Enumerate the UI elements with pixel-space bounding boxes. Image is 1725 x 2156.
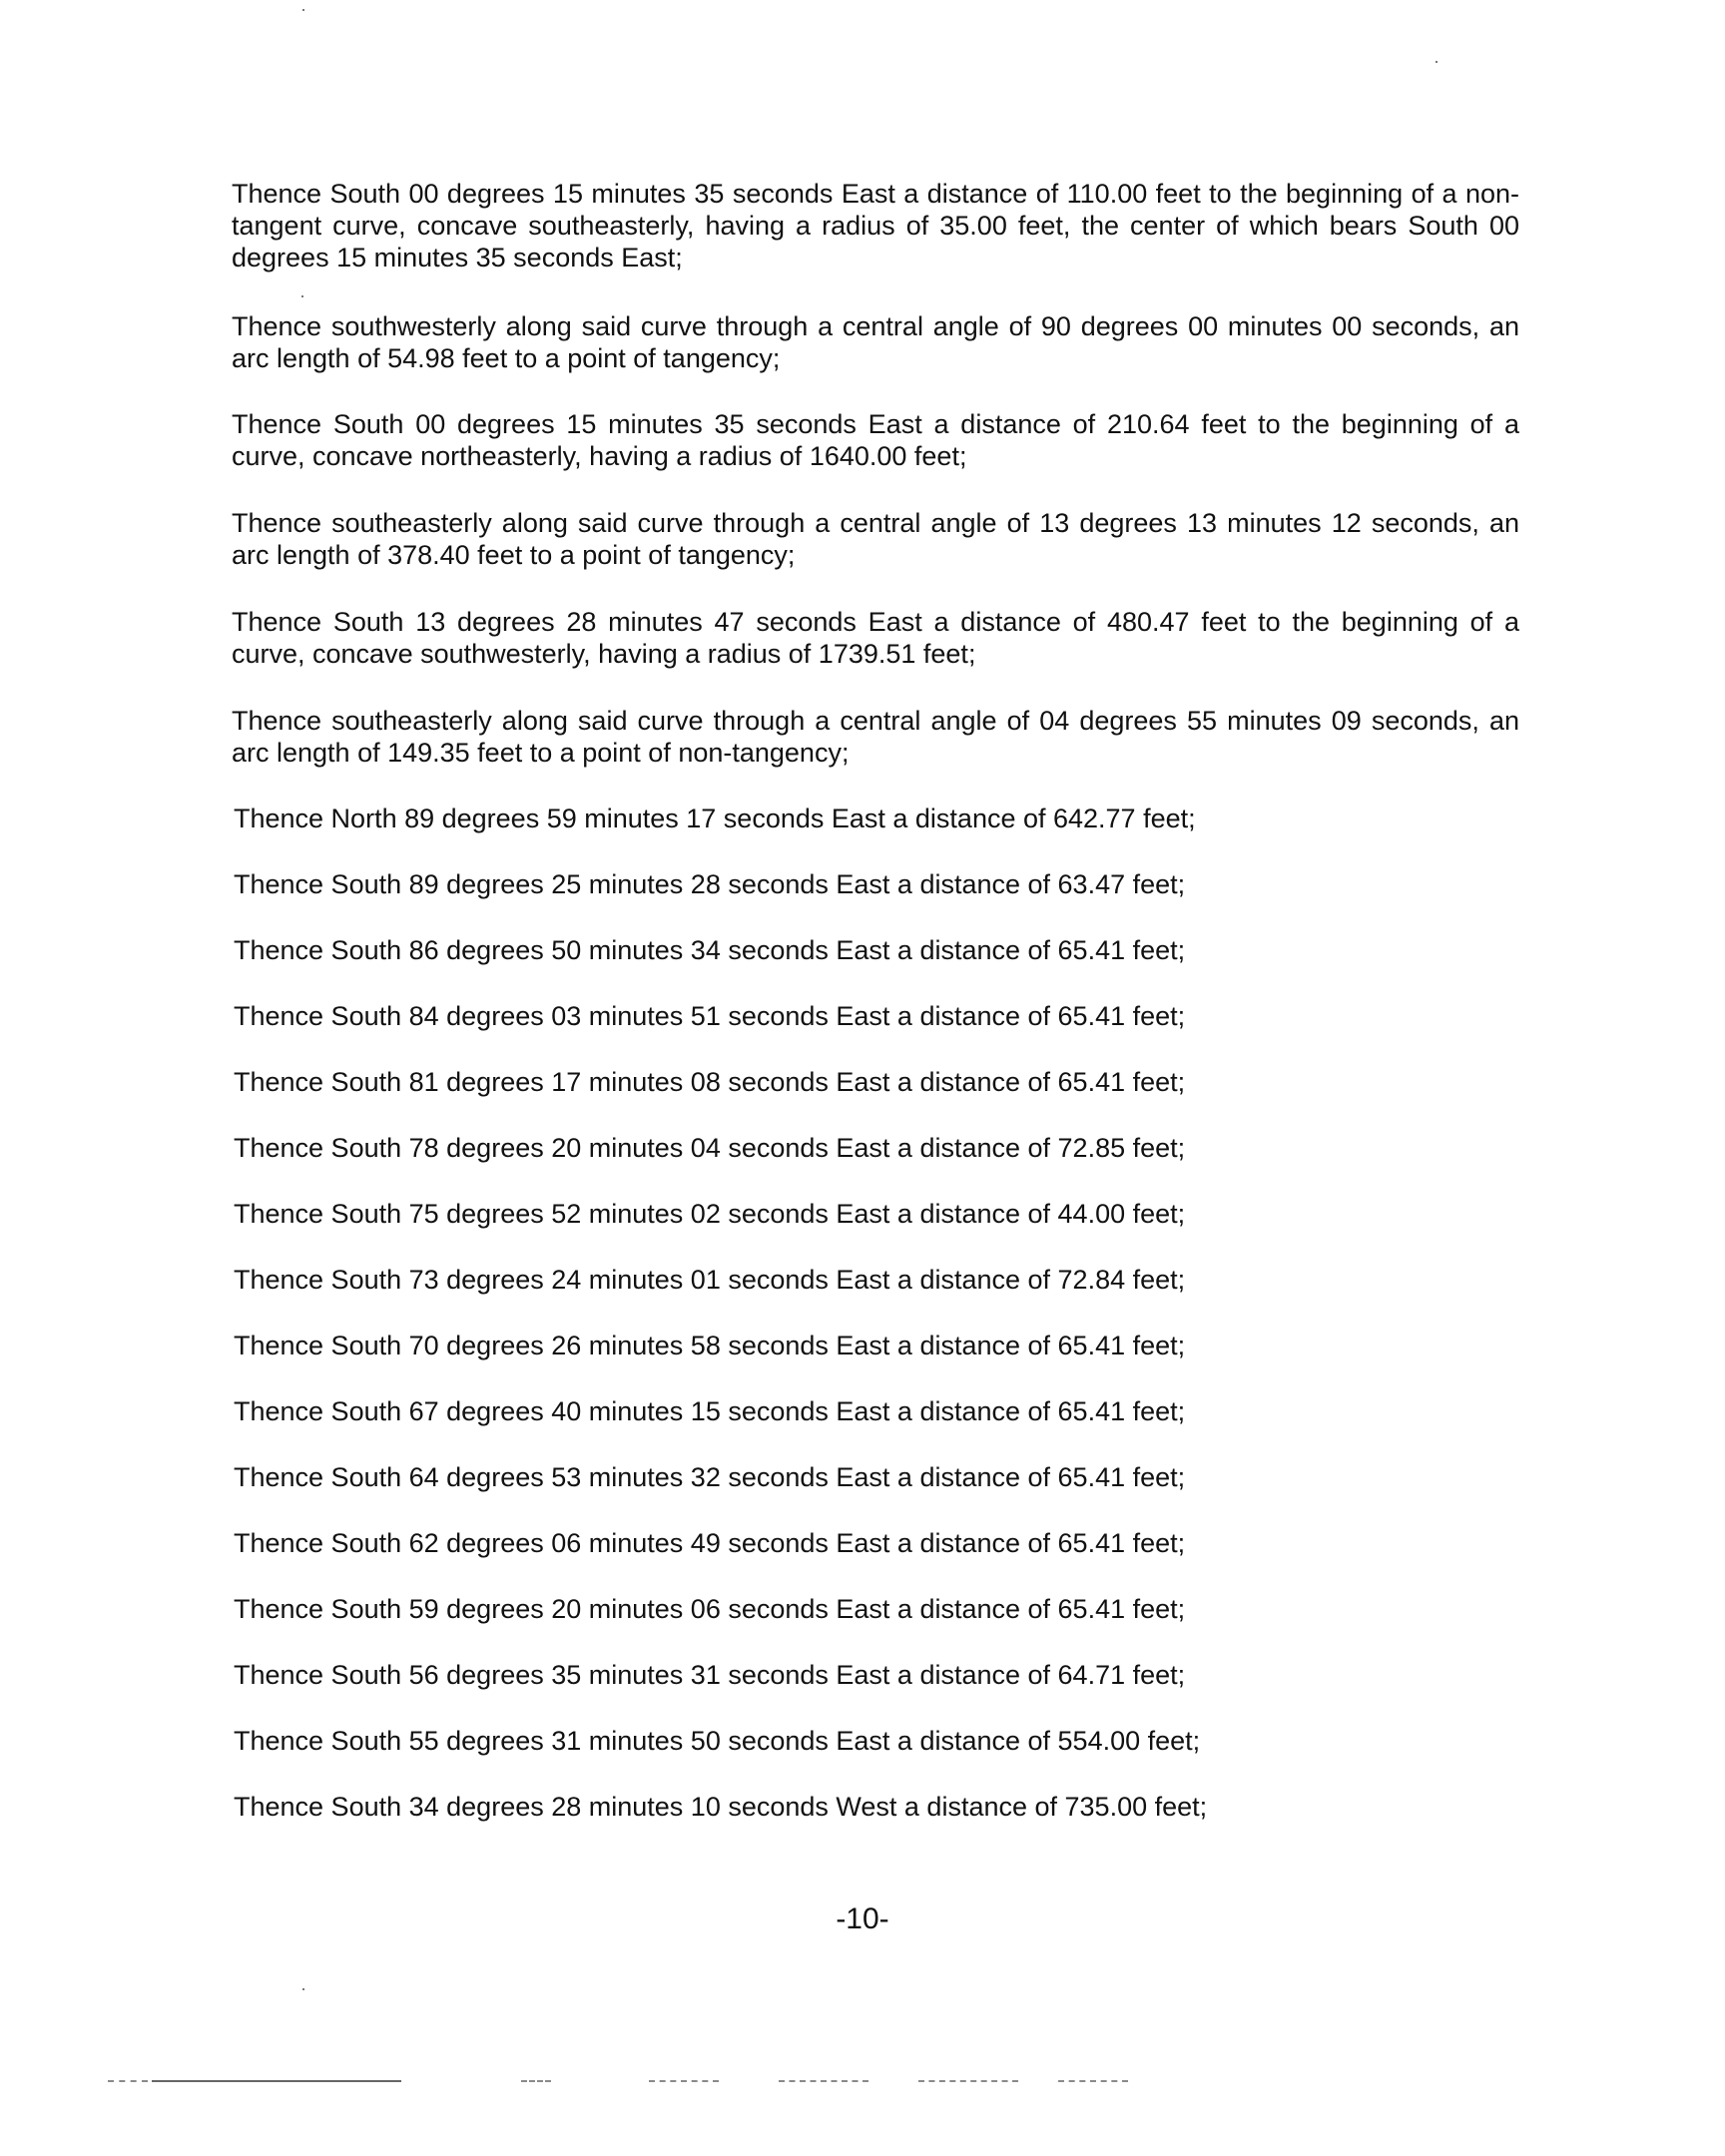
survey-call-line: Thence South 78 degrees 20 minutes 04 seconds East a distance of 72.85 feet; xyxy=(234,1133,1186,1163)
scan-speck xyxy=(1436,61,1438,63)
survey-call-line: Thence South 62 degrees 06 minutes 49 seconds East a distance of 65.41 feet; xyxy=(234,1528,1186,1558)
footer-rule xyxy=(108,2080,148,2082)
page-number: -10- xyxy=(836,1902,889,1935)
legal-description-paragraph: Thence South 00 degrees 15 minutes 35 seconds East a distance of 110.00 feet to the beginning of a non-tangent curve, concave southeasterly, having a radius of 35.00 feet, the center of which bears South 00 degrees 15 minutes 35 seconds East; xyxy=(232,179,1519,272)
legal-description-paragraph: Thence southwesterly along said curve through a central angle of 90 degrees 00 minutes 00 seconds, an arc length of 54.98 feet to a point of tangency; xyxy=(232,311,1519,373)
footer-rule xyxy=(918,2080,1018,2082)
survey-call-line: Thence South 55 degrees 31 minutes 50 seconds East a distance of 554.00 feet; xyxy=(234,1726,1201,1756)
legal-description-paragraph: Thence South 13 degrees 28 minutes 47 seconds East a distance of 480.47 feet to the beginning of a curve, concave southwesterly, having a radius of 1739.51 feet; xyxy=(232,607,1519,669)
scan-speck xyxy=(301,295,303,297)
footer-rule xyxy=(521,2080,551,2082)
survey-call-line: Thence South 67 degrees 40 minutes 15 seconds East a distance of 65.41 feet; xyxy=(234,1396,1186,1426)
footer-rule xyxy=(1058,2080,1128,2082)
survey-call-line: Thence South 86 degrees 50 minutes 34 seconds East a distance of 65.41 feet; xyxy=(234,935,1186,965)
footer-rule xyxy=(152,2080,401,2082)
survey-call-line: Thence North 89 degrees 59 minutes 17 seconds East a distance of 642.77 feet; xyxy=(234,804,1196,833)
survey-call-line: Thence South 70 degrees 26 minutes 58 seconds East a distance of 65.41 feet; xyxy=(234,1331,1186,1360)
legal-description-paragraph: Thence southeasterly along said curve through a central angle of 04 degrees 55 minutes 09 seconds, an arc length of 149.35 feet to a point of non-tangency; xyxy=(232,706,1519,768)
survey-call-line: Thence South 81 degrees 17 minutes 08 seconds East a distance of 65.41 feet; xyxy=(234,1067,1186,1097)
survey-call-line: Thence South 84 degrees 03 minutes 51 seconds East a distance of 65.41 feet; xyxy=(234,1001,1186,1031)
scan-speck xyxy=(302,9,304,11)
survey-call-line: Thence South 89 degrees 25 minutes 28 seconds East a distance of 63.47 feet; xyxy=(234,869,1186,899)
survey-call-line: Thence South 56 degrees 35 minutes 31 seconds East a distance of 64.71 feet; xyxy=(234,1660,1186,1690)
footer-rule xyxy=(649,2080,719,2082)
survey-call-line: Thence South 73 degrees 24 minutes 01 seconds East a distance of 72.84 feet; xyxy=(234,1265,1186,1295)
scan-speck xyxy=(302,1988,304,1990)
legal-description-paragraph: Thence southeasterly along said curve through a central angle of 13 degrees 13 minutes 12 seconds, an arc length of 378.40 feet to a point of tangency; xyxy=(232,508,1519,570)
footer-rule xyxy=(779,2080,868,2082)
survey-call-line: Thence South 34 degrees 28 minutes 10 seconds West a distance of 735.00 feet; xyxy=(234,1792,1208,1822)
legal-description-paragraph: Thence South 00 degrees 15 minutes 35 seconds East a distance of 210.64 feet to the beginning of a curve, concave northeasterly, having a radius of 1640.00 feet; xyxy=(232,409,1519,471)
survey-call-line: Thence South 64 degrees 53 minutes 32 seconds East a distance of 65.41 feet; xyxy=(234,1462,1186,1492)
survey-call-line: Thence South 59 degrees 20 minutes 06 seconds East a distance of 65.41 feet; xyxy=(234,1594,1186,1624)
survey-call-line: Thence South 75 degrees 52 minutes 02 seconds East a distance of 44.00 feet; xyxy=(234,1199,1186,1229)
